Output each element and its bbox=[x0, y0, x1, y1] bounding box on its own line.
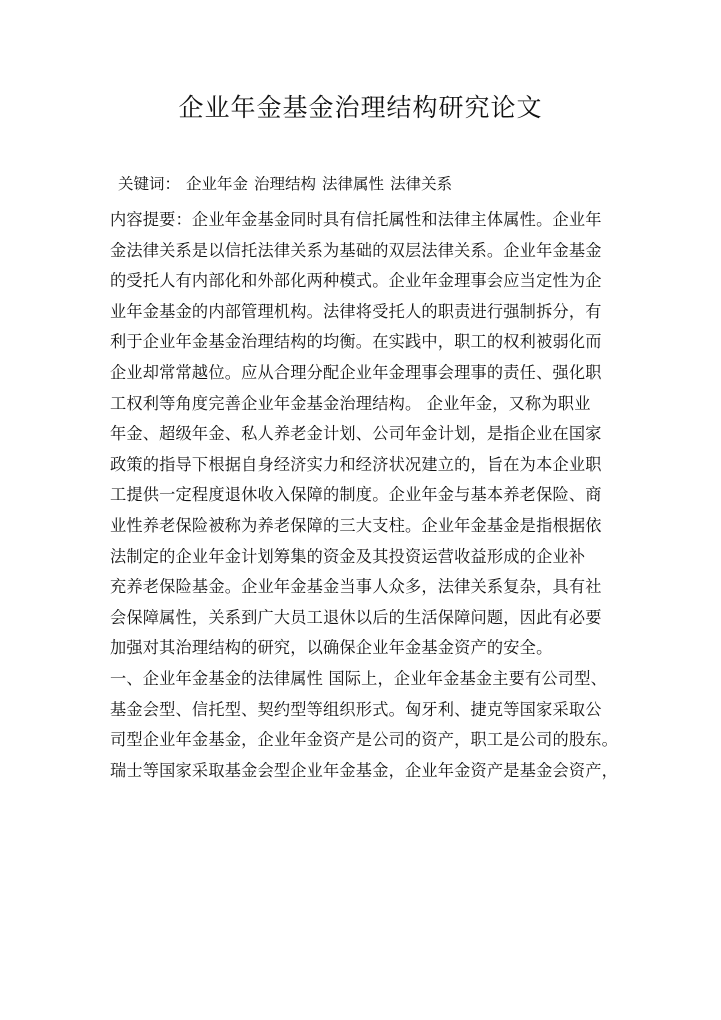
keyword: 法律属性 bbox=[322, 175, 385, 193]
section-heading-line: 一、企业年金基金的法律属性 国际上，企业年金基金主要有公司型、 bbox=[110, 668, 607, 688]
text-line: 金法律关系是以信托法律关系为基础的双层法律关系。企业年金基金 bbox=[110, 240, 602, 260]
text-line: 政策的指导下根据自身经济实力和经济状况建立的，旨在为本企业职 bbox=[110, 454, 602, 474]
text-line: 工权利等角度完善企业年金基金治理结构。 企业年金，又称为职业 bbox=[110, 393, 591, 413]
text-line: 的受托人有内部化和外部化两种模式。企业年金理事会应当定性为企 bbox=[110, 271, 602, 291]
text-line: 工提供一定程度退休收入保障的制度。企业年金与基本养老保险、商 bbox=[110, 485, 602, 505]
text-line: 企业却常常越位。应从合理分配企业年金理事会理事的责任、强化职 bbox=[110, 362, 602, 382]
text-line: 法制定的企业年金计划筹集的资金及其投资运营收益形成的企业补 bbox=[110, 546, 586, 566]
text-line: 充养老保险基金。企业年金基金当事人众多，法律关系复杂，具有社 bbox=[110, 577, 602, 597]
text-line: 司型企业年金基金，企业年金资产是公司的资产，职工是公司的股东。 bbox=[110, 730, 619, 750]
text-line: 内容提要：企业年金基金同时具有信托属性和法律主体属性。企业年 bbox=[110, 210, 602, 229]
text-line: 会保障属性，关系到广大员工退休以后的生活保障问题，因此有必要 bbox=[110, 607, 602, 627]
text-line: 利于企业年金基金治理结构的均衡。在实践中，职工的权利被弱化而 bbox=[110, 332, 602, 352]
keywords-label: 关键词： bbox=[118, 175, 181, 193]
text-line: 加强对其治理结构的研究，以确保企业年金基金资产的安全。 bbox=[110, 638, 553, 658]
keyword: 治理结构 bbox=[254, 175, 317, 193]
body-text bbox=[110, 205, 620, 786]
keywords-line bbox=[118, 172, 452, 194]
text-line: 业性养老保险被称为养老保障的三大支柱。企业年金基金是指根据依 bbox=[110, 515, 602, 535]
document-title: 企业年金基金治理结构研究论文 bbox=[178, 93, 543, 122]
text-line: 业年金基金的内部管理机构。法律将受托人的职责进行强制拆分，有 bbox=[110, 301, 602, 321]
text-line: 瑞士等国家采取基金会型企业年金基金，企业年金资产是基金会资产， bbox=[110, 760, 619, 780]
keyword: 企业年金 bbox=[186, 175, 249, 193]
keyword: 法律关系 bbox=[390, 175, 453, 193]
text-line: 基金会型、信托型、契约型等组织形式。匈牙利、捷克等国家采取公 bbox=[110, 699, 602, 719]
text-line: 年金、超级年金、私人养老金计划、公司年金计划，是指企业在国家 bbox=[110, 424, 602, 444]
